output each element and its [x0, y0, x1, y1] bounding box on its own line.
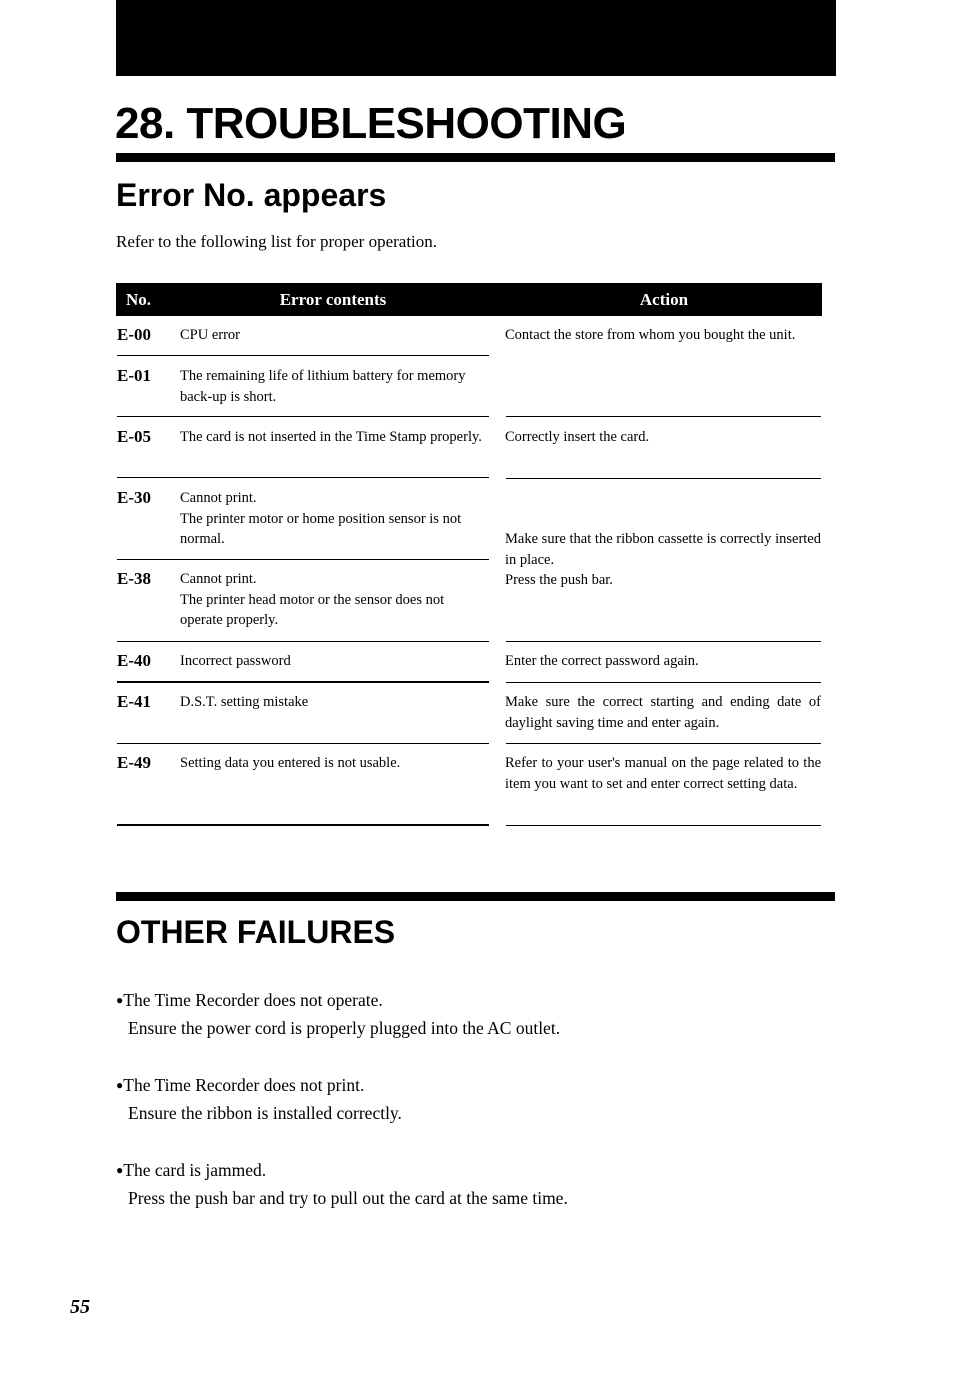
other-failures-heading: OTHER FAILURES: [116, 914, 396, 950]
bullet-icon: ●: [116, 1163, 124, 1177]
row-divider: [506, 478, 821, 479]
row-divider: [117, 743, 489, 744]
row-divider: [117, 477, 489, 478]
action-description: Refer to your user's manual on the page related to the item you want to set and enter correct setting data.: [505, 755, 821, 792]
error-description: Setting data you entered is not usable.: [180, 755, 401, 771]
section-rule: [116, 892, 835, 901]
row-divider: [117, 641, 489, 642]
action-description: Enter the correct password again.: [505, 653, 699, 669]
error-code: E-41: [117, 692, 151, 711]
row-divider: [506, 682, 821, 683]
error-description: Incorrect password: [180, 653, 291, 669]
error-description: The card is not inserted in the Time Stamp properly.: [180, 429, 482, 445]
action-description: Make sure that the ribbon cassette is correctly inserted in place. Press the push bar.: [505, 531, 821, 588]
action-description: Correctly insert the card.: [505, 429, 650, 445]
failure-item: ●The Time Recorder does not operate. Ensure the power cord is properly plugged into the AC outlet.: [116, 990, 561, 1038]
bullet-icon: ●: [116, 993, 124, 1007]
chapter-title: 28. TROUBLESHOOTING: [115, 99, 627, 148]
error-code: E-05: [117, 427, 151, 446]
row-divider: [117, 824, 489, 826]
page-number: 55: [70, 1296, 90, 1318]
row-divider: [506, 641, 821, 642]
title-rule: [116, 153, 835, 162]
error-description: Cannot print. The printer head motor or the sensor does not operate properly.: [180, 571, 445, 628]
error-description: CPU error: [180, 327, 241, 343]
row-divider: [117, 681, 489, 683]
error-section-intro: Refer to the following list for proper operation.: [116, 232, 438, 251]
error-code: E-40: [117, 651, 151, 670]
error-description: D.S.T. setting mistake: [180, 694, 309, 710]
action-description: Make sure the correct starting and ending date of daylight saving time and enter again.: [505, 694, 821, 731]
column-header-error: Error contents: [279, 290, 387, 309]
failure-item: ●The card is jammed. Press the push bar and try to pull out the card at the same time.: [116, 1160, 568, 1208]
failure-item: ●The Time Recorder does not print. Ensure the ribbon is installed correctly.: [116, 1075, 402, 1123]
row-divider: [117, 416, 489, 417]
column-header-action: Action: [639, 290, 689, 309]
row-divider: [506, 825, 821, 826]
header-black-bar: [116, 0, 836, 76]
error-code: E-38: [117, 569, 151, 588]
error-code: E-30: [117, 488, 151, 507]
action-description: Contact the store from whom you bought the unit.: [505, 327, 796, 343]
row-divider: [117, 559, 489, 560]
error-code: E-01: [117, 366, 151, 385]
error-section-heading: Error No. appears: [116, 177, 387, 213]
row-divider: [506, 416, 821, 417]
error-code: E-49: [117, 753, 151, 772]
error-description: Cannot print. The printer motor or home position sensor is not normal.: [180, 490, 462, 547]
row-divider: [117, 355, 489, 356]
bullet-icon: ●: [116, 1078, 124, 1092]
error-code: E-00: [117, 325, 151, 344]
row-divider: [506, 743, 821, 744]
column-header-no: No.: [126, 290, 152, 309]
error-description: The remaining life of lithium battery for memory back-up is short.: [180, 368, 466, 405]
